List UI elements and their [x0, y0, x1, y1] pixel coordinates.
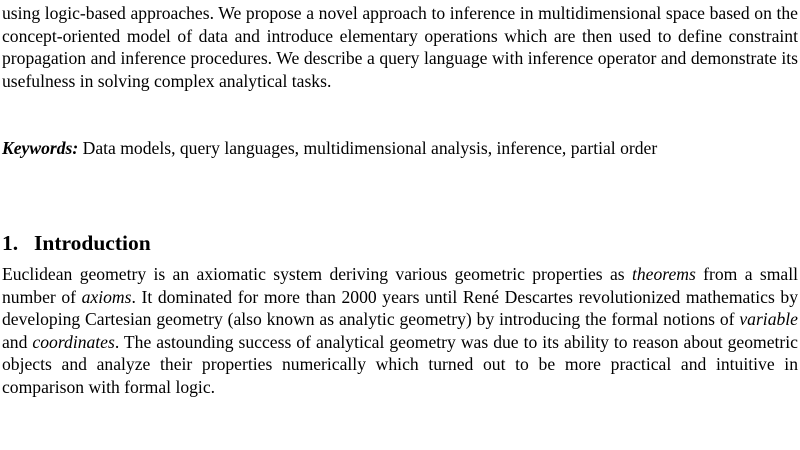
section-heading	[2, 230, 151, 256]
term-variable: variable	[739, 309, 798, 330]
intro-text-3: . It dominated for more than 2000 years until René Descartes revolutionized mathematics by developing Cartesian geometry (also known as analytic geometry) by introducing the formal notions of	[2, 286, 798, 330]
term-theorems: theorems	[631, 264, 696, 284]
section-number: 1.	[2, 231, 19, 255]
term-coordinates: coordinates	[32, 331, 115, 352]
intro-text-2: from a small number of	[2, 264, 798, 307]
intro-text-4: and	[2, 331, 33, 352]
keywords-label: Keywords:	[2, 138, 79, 158]
abstract-paragraph	[2, 2, 798, 92]
keywords-text: Data models, query languages, multidimensional analysis, inference, partial order	[82, 138, 658, 158]
section-title: Introduction	[34, 231, 151, 255]
intro-text-1: Euclidean geometry is an axiomatic system deriving various geometric properties as	[2, 264, 632, 284]
abstract-line-2: space based on the concept-oriented model of data and introduce elementary operations which	[2, 3, 798, 46]
term-axioms: axioms	[81, 286, 132, 307]
keywords-line	[2, 137, 798, 160]
abstract-line-3: are then used to define constraint propagation and inference procedures. We describe a query	[2, 25, 798, 69]
abstract-line-4: language with inference operator and demonstrate its usefulness in solving complex analytical	[2, 48, 798, 91]
intro-text-5: . The astounding success of analytical geometry was due to its ability to reason about geometric objects and analyze their properties numerically which turned out to be more practical and intuitive in comparison with formal logic.	[2, 331, 798, 397]
introduction-paragraph	[2, 263, 798, 399]
abstract-line-1: using logic-based approaches. We propose a novel approach to inference in multidimensional	[2, 3, 662, 23]
abstract-line-5: tasks.	[291, 70, 332, 91]
